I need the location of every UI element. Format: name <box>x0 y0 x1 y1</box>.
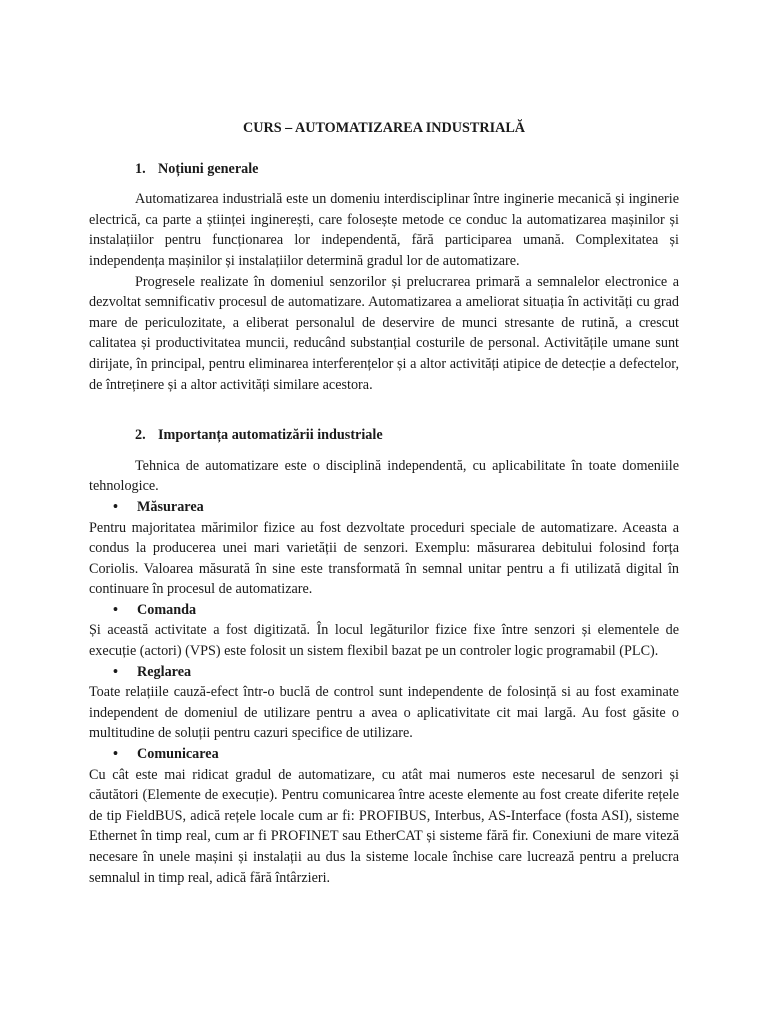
paragraph: Cu cât este mai ridicat gradul de automatizare, cu atât mai numeros este necesarul de senzori și căutători (Elemente de execuție). Pentru comunicarea între aceste elemente au fost create diferite rețele de tip FieldBUS, adică rețele locale cum ar fi: PROFIBUS, Interbus, AS-Interface (fosta ASI), sisteme Ethernet în timp real, cum ar fi PROFINET sau EtherCAT și sisteme fără fir. Conexiuni de mare viteză necesare în unele mașini și instalații au dus la sisteme locale închise care lucrează pentru a prelucra semnalul in timp real, adică fără întârzieri. <box>89 766 679 886</box>
section-number: 2. <box>135 427 146 444</box>
bullet-heading-reglarea <box>89 662 679 683</box>
bullet-title: Comunicarea <box>137 746 219 763</box>
bullet-title: Comanda <box>137 601 197 618</box>
document-page <box>89 118 679 888</box>
section-heading-2 <box>89 425 679 446</box>
paragraph: Progresele realizate în domeniul senzorilor și prelucrarea primară a semnalelor electronice a dezvoltat semnificativ procesul de automatizare. Automatizarea a ameliorat situația în activități cu grad mare de periculozitate, a eliberat personalul de deservire de munci stresante de rutină, a crescut calitatea și productivitatea muncii, reducând substanțial costurile de personal. Activitățile umane sunt dirijate, în principal, pentru eliminarea interferențelor și a altor activități atipice de detecție a defectelor, de întreținere și a altor activități similare acestora. <box>89 273 679 393</box>
document-title: CURS – AUTOMATIZAREA INDUSTRIALĂ <box>242 120 526 136</box>
paragraph: Și această activitate a fost digitizată. În locul legăturilor fizice fixe între senzori și elementele de execuție (actori) (VPS) este folosit un sistem flexibil bazat pe un controler logic programabil (PLC). <box>89 622 679 660</box>
section-title: Importanța automatizării industriale <box>158 427 383 444</box>
bullet-title: Reglarea <box>137 663 192 680</box>
bullet-title: Măsurarea <box>137 498 204 515</box>
section-heading-1 <box>89 159 679 180</box>
bullet-heading-comunicarea <box>89 744 679 765</box>
bullet-icon: • <box>113 601 118 618</box>
paragraph: Toate relațiile cauză-efect într-o buclă de control sunt independente de folosință si au fost examinate independent de domeniul de utilizare pentru a avea o aplicativitate cit mai largă. Au fost găsite o multitudine de soluții pentru cazuri specifice de utilizare. <box>89 684 679 742</box>
paragraph: Pentru majoritatea mărimilor fizice au fost dezvoltate proceduri speciale de automatizare. Aceasta a condus la producerea unei mari varietății de senzori. Exemplu: măsurarea debitului folosind forța Coriolis. Valoarea măsurată în sine este transformată în semnal unitar pentru a fi utilizată digital în continuare în procesul de automatizare. <box>89 519 679 598</box>
paragraph: Tehnica de automatizare este o disciplină independentă, cu aplicabilitate în toate domeniile tehnologice. <box>89 457 679 495</box>
bullet-heading-comanda <box>89 600 679 621</box>
section-number: 1. <box>135 160 146 177</box>
section-title: Noțiuni generale <box>158 160 259 177</box>
paragraph: Automatizarea industrială este un domeniu interdisciplinar între inginerie mecanică și inginerie electrică, ca parte a științei inginerești, care folosește metode ce conduc la automatizarea mașinilor și instalațiilor pentru funcționarea lor independentă, fără participarea umană. Complexitatea și independența mașinilor și instalațiilor determină gradul lor de automatizare. <box>89 191 679 269</box>
bullet-icon: • <box>113 663 118 680</box>
bullet-heading-masurarea <box>89 497 679 518</box>
bullet-icon: • <box>113 498 118 515</box>
bullet-icon: • <box>113 746 118 763</box>
